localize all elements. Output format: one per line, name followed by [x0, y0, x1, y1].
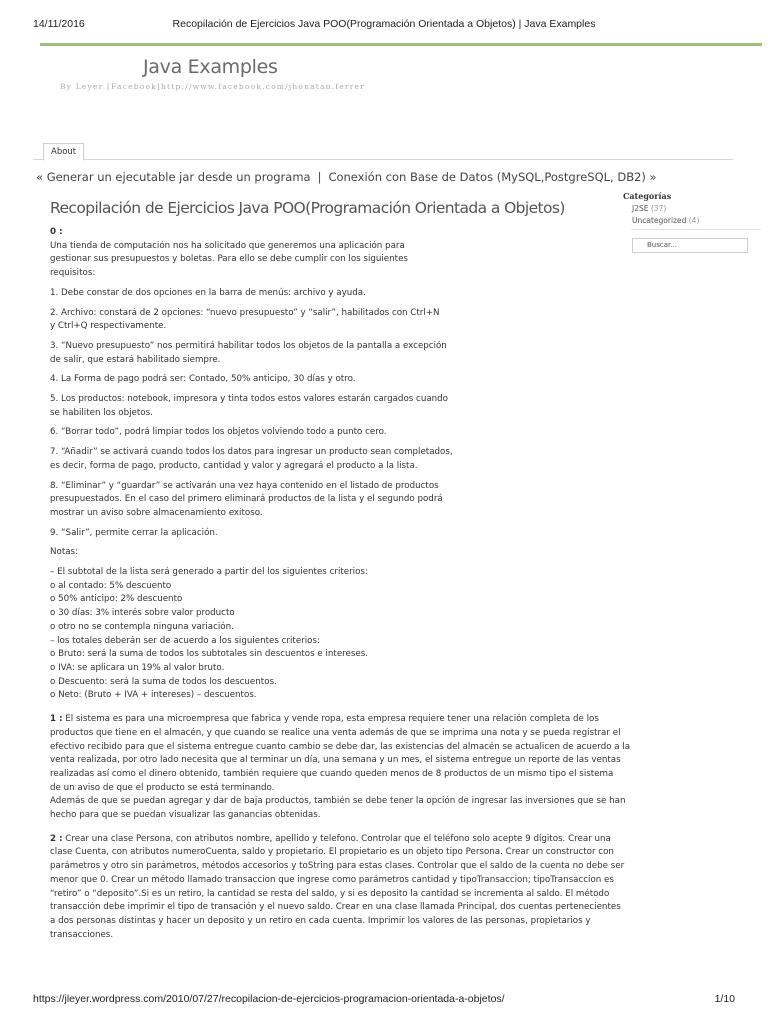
- requirement-item: [50, 480, 610, 521]
- requirement-item: [50, 527, 610, 541]
- text-line: venta realizada, por otro lado necesita que al terminar un día, una semana y un mes, el sistema entregue un reporte de las ventas: [50, 755, 621, 766]
- header-accent-bar: [40, 43, 762, 46]
- note-line: o otro no se contempla ninguna variación.: [50, 621, 234, 632]
- text-line: [50, 833, 610, 847]
- text-line: 8. “Eliminar” y “guardar” se activarán una vez haya contenido en el listado de productos: [50, 480, 439, 491]
- text-line: productos que tiene en el almacén, y que cuando se realice una venta además de que se imprima una nota y se pueda registrar el: [50, 727, 621, 738]
- text-line: gestionar sus presupuestos y boletas. Para ello se debe cumplir con los siguientes: [50, 254, 408, 265]
- category-j2se[interactable]: [623, 204, 763, 213]
- nav-tab-about[interactable]: About: [43, 143, 84, 161]
- text-line: realizadas así como el dinero obtenido, también requiere que cuando queden menos de 8 productos de un mismo tipo el sistema: [50, 768, 614, 779]
- categories-heading: Categorías: [623, 191, 672, 201]
- notes-label: [50, 546, 610, 560]
- text-line: se habiliten los objetos.: [50, 407, 153, 418]
- text-line: [50, 713, 610, 727]
- text-line: transacciones.: [50, 929, 114, 940]
- text-line: 9. “Salir”, permite cerrar la aplicación.: [50, 527, 218, 538]
- text-line: Además de que se puedan agregar y dar de baja productos, también se debe tener la opción de ingresar las inversiones que se han: [50, 796, 626, 807]
- text-line: 2. Archivo: constará de 2 opciones: “nuevo presupuesto” y “salir”, habilitados con Ctrl+N: [50, 307, 440, 318]
- text-line: hecho para que se puedan visualizar las ganancias obtenidas.: [50, 810, 321, 821]
- text-line: Notas:: [50, 547, 78, 558]
- note-line: – El subtotal de la lista será generado a partir del los siguientes criterios:: [50, 567, 368, 578]
- exercise-2: [50, 833, 625, 943]
- sidebar: [623, 191, 763, 253]
- category-name[interactable]: Uncategorized: [632, 216, 687, 225]
- text-line: Crear una clase Persona, con atributos nombre, apellido y telefono. Controlar que el teléfono solo acepte 9 dígitos. Crear una: [62, 833, 611, 844]
- print-footer: [33, 993, 735, 1007]
- post-content: [50, 226, 631, 948]
- post-nav-separator: |: [317, 170, 322, 184]
- exercise-1-label: 1 :: [50, 714, 63, 725]
- requirement-item: [50, 446, 610, 473]
- text-line: clase Cuenta, con atributos numeroCuenta, saldo y propietario. El propietario es un objeto tipo Persona. Crear un constructor con: [50, 847, 614, 858]
- print-page-number: 1/10: [714, 993, 735, 1005]
- exercise-1: [50, 713, 631, 823]
- note-line: o Neto: (Bruto + IVA + intereses) – descuentos.: [50, 690, 257, 701]
- text-line: de salir, que estará habilitado siempre.: [50, 354, 221, 365]
- text-line: menor que 0. Crear un método llamado transaccion que ingrese como parámetros cantidad y tipoTransaccion; tipoTransaccion es: [50, 874, 614, 885]
- sidebar-divider: [631, 229, 761, 230]
- nav-divider: [33, 159, 733, 160]
- text-line: Una tienda de computación nos ha solicitado que generemos una aplicación para: [50, 240, 405, 251]
- note-line: o 30 días: 3% interés sobre valor producto: [50, 608, 235, 619]
- exercise-0-label: 0 :: [50, 227, 63, 237]
- note-line: – los totales deberán ser de acuerdo a los siguientes criterios:: [50, 635, 320, 646]
- category-count: (37): [650, 204, 667, 213]
- requirement-item: [50, 393, 610, 420]
- post-title: Recopilación de Ejercicios Java POO(Programación Orientada a Objetos): [50, 199, 565, 217]
- requirement-item: [50, 373, 610, 387]
- category-name[interactable]: J2SE: [632, 204, 649, 213]
- exercise-2-label: 2 :: [50, 833, 63, 844]
- note-line: o Descuento: será la suma de todos los descuentos.: [50, 676, 277, 687]
- text-line: efectivo recibido para que el sistema entregue cuanto cambio se debe dar, las existencias del almacén se actualicen de acuerdo a la: [50, 741, 631, 752]
- search-input[interactable]: Buscar...: [632, 238, 748, 253]
- text-line: presupuestados. En el caso del primero eliminará productos de la lista y el segundo podrá: [50, 494, 443, 505]
- print-date: 14/11/2016: [33, 18, 85, 30]
- text-line: y Ctrl+Q respectivamente.: [50, 321, 167, 332]
- text-line: 6. “Borrar todo”, podrá limpiar todos los objetos volviendo todo a punto cero.: [50, 427, 387, 438]
- notes-list: [50, 566, 610, 703]
- text-line: requisitos:: [50, 268, 96, 279]
- print-header: [33, 18, 735, 32]
- note-line: o al contado: 5% descuento: [50, 580, 172, 591]
- note-line: o 50% anticipo: 2% descuento: [50, 594, 183, 605]
- note-line: o IVA: se aplicara un 19% al valor bruto.: [50, 662, 225, 673]
- next-post-link[interactable]: Conexión con Base de Datos (MySQL,PostgreSQL, DB2) »: [328, 170, 657, 184]
- text-line: a dos personas distintas y hacer un deposito y un retiro en cada cuenta. Imprimir los valores de las personas, propietarios y: [50, 915, 591, 926]
- prev-post-link[interactable]: « Generar un ejecutable jar desde un programa: [36, 170, 311, 184]
- text-line: 1. Debe constar de dos opciones en la barra de menús: archivo y ayuda.: [50, 287, 366, 298]
- category-uncategorized[interactable]: [623, 216, 763, 225]
- text-line: 4. La Forma de pago podrá ser: Contado, 50% anticipo, 30 días y otro.: [50, 374, 356, 385]
- category-count: (4): [688, 216, 700, 225]
- text-line: 7. “Añadir” se activará cuando todos los datos para ingresar un producto sean completados,: [50, 447, 453, 458]
- requirement-item: [50, 307, 610, 334]
- exercise-0: [50, 226, 610, 281]
- site-title[interactable]: Java Examples: [143, 56, 278, 78]
- text-line: mostrar un aviso sobre almacenamiento exitoso.: [50, 507, 263, 518]
- site-tagline: By Leyer [Facebook]http://www.facebook.com/jhonatan.ferrer: [60, 82, 365, 91]
- note-line: o Bruto: será la suma de todos los subtotales sin descuentos e intereses.: [50, 649, 369, 660]
- requirement-item: [50, 340, 610, 367]
- text-line: El sistema es para una microempresa que fabrica y vende ropa, esta empresa requiere tener una relación completa de los: [62, 714, 599, 725]
- requirement-item: [50, 287, 610, 301]
- print-page-title: Recopilación de Ejercicios Java POO(Programación Orientada a Objetos) | Java Examples: [172, 18, 596, 30]
- text-line: 5. Los productos: notebook, impresora y tinta todos estos valores estarán cargados cuando: [50, 394, 448, 405]
- print-url: https://jleyer.wordpress.com/2010/07/27/recopilacion-de-ejercicios-programacion-orientada-a-objetos/: [33, 993, 505, 1005]
- post-navigation: [36, 170, 657, 184]
- text-line: transacción debe imprimir el tipo de transación y el nuevo saldo. Crear en una clase llamada Principal, dos cuentas pertenecientes: [50, 902, 621, 913]
- text-line: de un aviso de que el producto se está terminando.: [50, 782, 275, 793]
- text-line: 3. “Nuevo presupuesto” nos permitirá habilitar todos los objetos de la pantalla a excepción: [50, 340, 447, 351]
- text-line: “retiro” o “deposito”.Si es un retiro, la cantidad se resta del saldo, y si es deposito la cantidad se incrementa al saldo. El método: [50, 888, 610, 899]
- text-line: es decir, forma de pago, producto, cantidad y valor y agregará el producto a la lista.: [50, 460, 418, 471]
- requirement-item: [50, 426, 610, 440]
- text-line: parámetros y otro sin parámetros, métodos accesorios y toString para estas clases. Controlar que el saldo de la cuenta no debe ser: [50, 861, 625, 872]
